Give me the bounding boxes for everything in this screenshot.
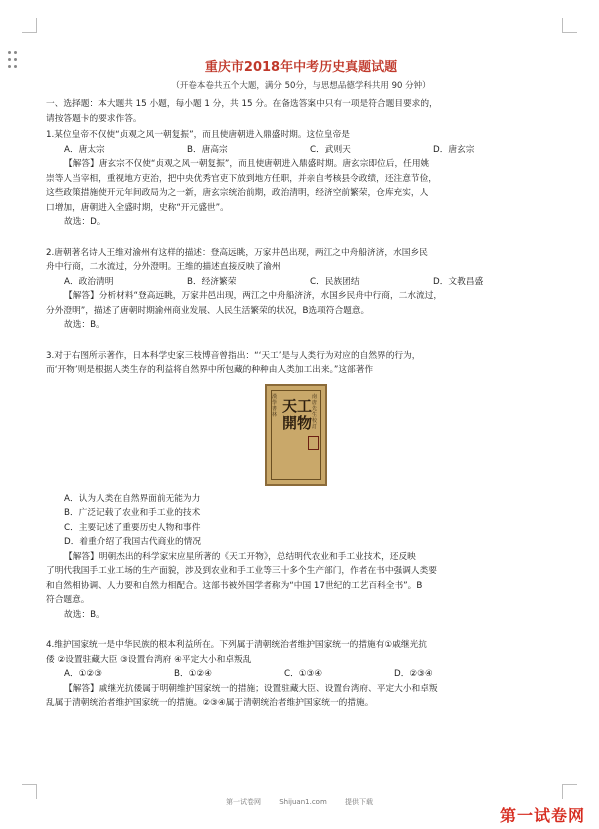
analysis-line: 【解答】戚继光抗倭属于明朝维护国家统一的措施；设置驻藏大臣、设置台湾府、平定大小和卓叛 xyxy=(64,683,438,694)
book-cover-right-text: 南唐先生校訂 xyxy=(312,393,318,430)
option-c: C．主要记述了重要历史人物和事件 xyxy=(64,522,201,533)
footer-link[interactable]: Shijuan1.com xyxy=(279,798,327,806)
answer-line: 故选：B。 xyxy=(64,320,105,330)
analysis-line: 乱属于清朝统治者维护国家统一的措施。②③④属于清朝统治者维护国家统一的措施。 xyxy=(46,698,374,708)
question-options xyxy=(46,143,556,158)
analysis-line: 符合题意。 xyxy=(46,595,90,605)
option-a: A．唐太宗 xyxy=(64,144,105,155)
option-a: A．①②③ xyxy=(64,669,102,679)
analysis-line: 口增加，唐朝进入全盛时期，史称“开元盛世”。 xyxy=(46,202,229,213)
page-subtitle: （开卷本卷共五个大题，满分 50分，与思想品德学科共用 90 分钟） xyxy=(171,81,431,91)
option-c: C．武则天 xyxy=(310,144,351,155)
book-cover-title: 天工開物 xyxy=(282,396,313,432)
answer-line: 故选：D。 xyxy=(64,217,106,227)
analysis-line: 【解答】唐玄宗不仅使“贞观之风一朝复振”，而且使唐朝进入鼎盛时期。唐玄宗即位后，任用姚 xyxy=(64,159,430,169)
analysis-line: 分外澄明”，描述了唐朝时期渝州商业发展、人民生活繁荣的状况，B选项符合题意。 xyxy=(46,305,370,316)
option-b: B．唐高宗 xyxy=(187,144,228,155)
footer-right: 提供下载 xyxy=(345,798,374,806)
site-logo: 第一试卷网 xyxy=(499,806,585,825)
question-1 xyxy=(46,128,556,230)
option-a: A．政治清明 xyxy=(64,276,114,287)
analysis-line: 【解答】明朝杰出的科学家宋应星所著的《天工开物》，总结明代农业和手工业技术，还反映 xyxy=(64,551,416,562)
option-a: A．认为人类在自然界面前无能为力 xyxy=(64,493,201,504)
instruction-line: 一、选择题：本大题共 15 小题，每小题 1 分，共 15 分。在备选答案中只有一项是符合题目要求的， xyxy=(46,99,438,109)
question-4 xyxy=(46,638,556,711)
analysis-line: 这些政策措施使开元年间政局为之一新，唐玄宗统治前期，政治清明，经济空前繁荣，仓库充实，人 xyxy=(46,188,429,198)
question-3 xyxy=(46,349,556,623)
option-b: B．①②④ xyxy=(174,669,213,679)
option-d: D．唐玄宗 xyxy=(433,144,475,155)
question-options xyxy=(46,667,556,682)
book-cover-left-text: 漢學書林 xyxy=(272,393,278,418)
drag-handle-icon[interactable] xyxy=(7,50,19,70)
option-b: B．广泛记载了农业和手工业的技术 xyxy=(64,508,201,518)
question-stem: 4.维护国家统一是中华民族的根本利益所在。下列属于清朝统治者维护国家统一的措施有①戚继光抗 xyxy=(46,640,427,650)
question-stem: 2.唐朝著名诗人王维对渝州有这样的描述：登高远眺，万家井邑出现，两江之中舟船济济，水国乡民 xyxy=(46,247,428,258)
answer-line: 故选：B。 xyxy=(64,609,105,620)
question-stem: 3.对于右图所示著作，日本科学史家三枝博音曾指出：“‘天工’是与人类行为对应的自然界的行为， xyxy=(46,350,421,361)
question-stem: 而‘开物’则是根据人类生存的利益将自然界中所包藏的种种由人类加工出来。”这部著作 xyxy=(46,365,374,375)
question-stem: 舟中行商，二水流过，分外澄明。王维的描述直接反映了渝州 xyxy=(46,262,281,272)
question-stem: 1.某位皇帝不仅使“贞观之风一朝复振”，而且使唐朝进入鼎盛时期。这位皇帝是 xyxy=(46,130,350,140)
option-d: D．着重介绍了我国古代商业的情况 xyxy=(64,537,202,547)
instruction-line: 请按答题卡的要求作答。 xyxy=(46,113,142,124)
question-stem: 倭 ②设置驻藏大臣 ③设置台湾府 ④平定大小和卓叛乱 xyxy=(46,654,252,665)
book-cover-image xyxy=(265,384,327,486)
section-instructions xyxy=(46,97,556,126)
corner-mark-top-left xyxy=(22,18,37,33)
option-b: B．经济繁荣 xyxy=(187,276,237,287)
book-seal-icon xyxy=(308,436,319,450)
analysis-line: 崇等人当宰相，重视地方吏治，把中央优秀官吏下放到地方任职，并亲自考核县令政绩，还注意节俭， xyxy=(46,173,437,184)
option-d: D．②③④ xyxy=(394,669,433,679)
page-title: 重庆市2018年中考历史真题试题 xyxy=(204,60,398,75)
analysis-line: 了明代我国手工业工场的生产面貌，涉及到农业和手工业等三十多个生产部门，作者在书中强调人类要 xyxy=(46,566,437,576)
corner-mark-top-right xyxy=(562,18,577,33)
option-d: D．文教昌盛 xyxy=(433,276,484,287)
document-content xyxy=(46,56,556,711)
analysis-line: 【解答】分析材料“登高远眺，万家井邑出现，两江之中舟船济济，水国乡民舟中行商，二水流过， xyxy=(64,291,443,301)
option-c: C．民族团结 xyxy=(310,276,360,287)
footer-left: 第一试卷网 xyxy=(225,798,261,806)
question-2 xyxy=(46,246,556,333)
analysis-line: 和自然相协调、人力要和自然力相配合。这部书被外国学者称为“中国 17世纪的工艺百科全书”。B xyxy=(46,580,423,591)
question-options xyxy=(46,275,556,290)
option-c: C．①③④ xyxy=(284,669,323,679)
